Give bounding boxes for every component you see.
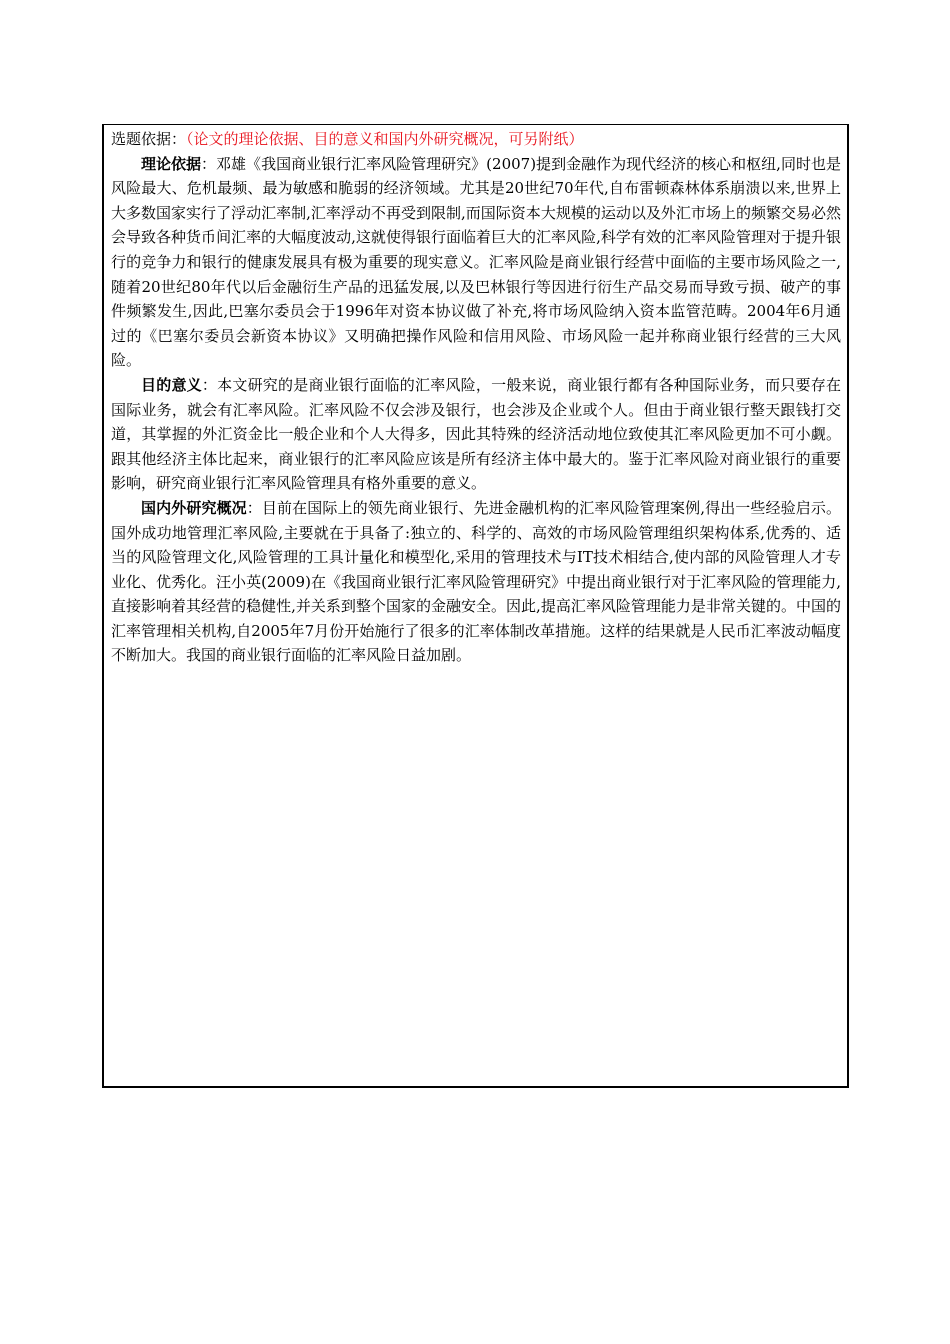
basis-content [111,127,841,668]
research-overview-heading: 国内外研究概况 [141,498,247,517]
purpose-paragraph [111,373,841,496]
purpose-heading: 目的意义 [141,375,202,394]
theory-basis-paragraph [111,152,841,373]
section-header [111,127,841,152]
theory-basis-text: 邓雄《我国商业银行汇率风险管理研究》(2007)提到金融作为现代经济的核心和枢纽,同时也是风险最大、危机最频、最为敏感和脆弱的经济领域。尤其是20世纪70年代,自布雷顿森林体系崩溃以来,世界上大多数国家实行了浮动汇率制,汇率浮动不再受到限制,而国际资本大规模的运动以及外汇市场上的频繁交易必然会导致各种货币间汇率的大幅度波动,这就使得银行面临着巨大的汇率风险,科学有效的汇率风险管理对于提升银行的竞争力和银行的健康发展具有极为重要的现实意义。汇率风险是商业银行经营中面临的主要市场风险之一,随着20世纪80年代以后金融衍生产品的迅猛发展,以及巴林银行等因进行衍生产品交易而导致亏损、破产的事件频繁发生,因此,巴塞尔委员会于1996年对资本协议做了补充,将市场风险纳入资本监管范畴。2004年6月通过的《巴塞尔委员会新资本协议》又明确把操作风险和信用风险、市场风险一起并称商业银行经营的三大风险。 [111,154,841,370]
form-cell [102,124,849,1088]
purpose-colon: ： [201,375,218,394]
theory-basis-heading: 理论依据 [141,154,202,173]
purpose-text: 本文研究的是商业银行面临的汇率风险，一般来说，商业银行都有各种国际业务，而只要存在国际业务，就会有汇率风险。汇率风险不仅会涉及银行，也会涉及企业或个人。但由于商业银行整天跟钱打交道，其掌握的外汇资金比一般企业和个人大得多，因此其特殊的经济活动地位致使其汇率风险更加不可小觑。跟其他经济主体比起来，商业银行的汇率风险应该是所有经济主体中最大的。鉴于汇率风险对商业银行的重要影响，研究商业银行汇率风险管理具有格外重要的意义。 [111,375,841,493]
research-overview-text: 目前在国际上的领先商业银行、先进金融机构的汇率风险管理案例,得出一些经验启示。国外成功地管理汇率风险,主要就在于具备了:独立的、科学的、高效的市场风险管理组织架构体系,优秀的、适当的风险管理文化,风险管理的工具计量化和模型化,采用的管理技术与IT技术相结合,使内部的风险管理人才专业化、优秀化。汪小英(2009)在《我国商业银行汇率风险管理研究》中提出商业银行对于汇率风险的管理能力,直接影响着其经营的稳健性,并关系到整个国家的金融安全。因此,提高汇率风险管理能力是非常关键的。中国的汇率管理相关机构,自2005年7月份开始施行了很多的汇率体制改革措施。这样的结果就是人民币汇率波动幅度不断加大。我国的商业银行面临的汇率风险日益加剧。 [111,498,841,665]
theory-basis-colon: ： [201,154,217,173]
research-overview-paragraph [111,496,841,668]
research-overview-colon: ： [246,498,262,517]
header-label: 选题依据： [111,130,187,148]
header-note: （论文的理论依据、目的意义和国内外研究概况，可另附纸） [186,130,584,148]
